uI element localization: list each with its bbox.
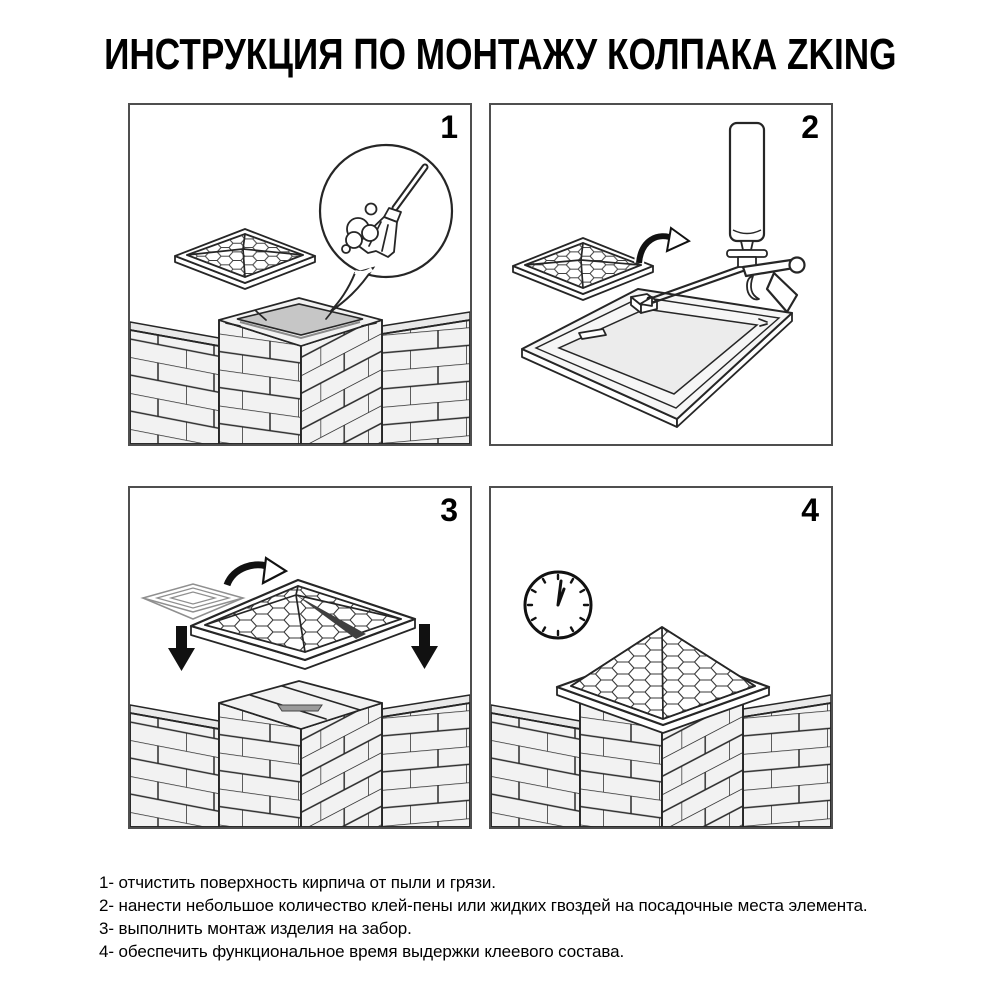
flip-arrow-icon bbox=[639, 228, 689, 263]
brick-wall-left bbox=[491, 705, 580, 827]
brick-wall-left bbox=[130, 322, 219, 444]
clock-icon bbox=[525, 572, 591, 638]
brick-wall-right bbox=[743, 695, 831, 827]
instruction-step: 2- нанести небольшое количество клей-пены или жидких гвоздей на посадочные места элемента. bbox=[99, 896, 868, 915]
cap-illustration-small bbox=[513, 238, 653, 300]
instruction-steps bbox=[99, 871, 979, 963]
step-number: 1 bbox=[440, 109, 457, 145]
instruction-step: 1- отчистить поверхность кирпича от пыли и грязи. bbox=[99, 873, 496, 892]
panel-3-illustration bbox=[130, 488, 470, 827]
panel-4-illustration bbox=[491, 488, 831, 827]
page-title-text: ИНСТРУКЦИЯ ПО МОНТАЖУ КОЛПАКА ZKING bbox=[103, 30, 897, 79]
flip-arrow-icon bbox=[227, 558, 286, 585]
cap-illustration bbox=[175, 229, 315, 289]
brick-pillar bbox=[219, 681, 382, 827]
panel-1-illustration bbox=[130, 105, 470, 444]
foam-gun-icon bbox=[640, 123, 805, 312]
panel-step-2 bbox=[489, 103, 833, 446]
step-number: 2 bbox=[801, 109, 818, 145]
panel-step-4 bbox=[489, 486, 833, 829]
brick-wall-right bbox=[382, 312, 470, 444]
page-title bbox=[0, 30, 1000, 80]
panel-2-illustration bbox=[491, 105, 831, 444]
instruction-step: 4- обеспечить функциональное время выдержки клеевого состава. bbox=[99, 942, 625, 961]
brick-wall-left bbox=[130, 705, 219, 827]
panel-step-3 bbox=[128, 486, 472, 829]
brick-wall-right bbox=[382, 695, 470, 827]
panel-step-1 bbox=[128, 103, 472, 446]
instruction-step: 3- выполнить монтаж изделия на забор. bbox=[99, 919, 412, 938]
step-number: 4 bbox=[801, 492, 818, 528]
flipped-cap-underside bbox=[522, 289, 792, 427]
step-number: 3 bbox=[440, 492, 457, 528]
brick-pillar bbox=[219, 298, 382, 444]
